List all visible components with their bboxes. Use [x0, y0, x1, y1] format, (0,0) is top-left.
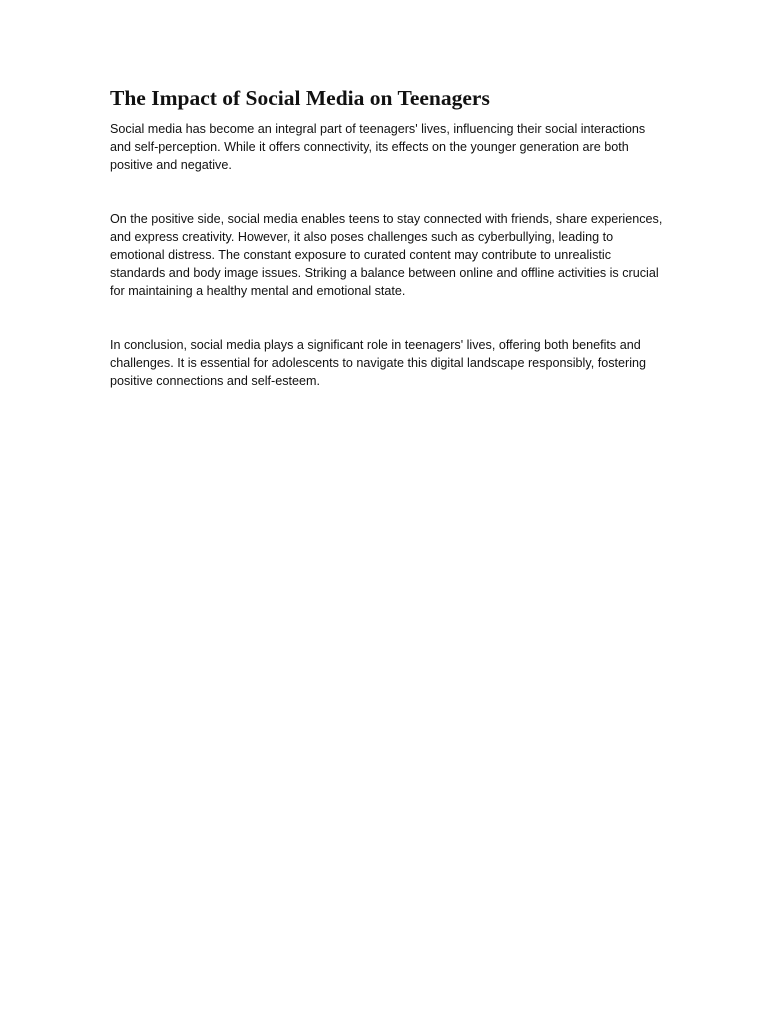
paragraph-introduction: Social media has become an integral part of teenagers' lives, influencing their social interactions and self-perception. While it offers connectivity, its effects on the younger generation are both positive and negative.: [110, 122, 646, 172]
paragraph-conclusion: In conclusion, social media plays a significant role in teenagers' lives, offering both benefits and challenges. It is essential for adolescents to navigate this digital landscape responsibly, fostering positive connections and self-esteem.: [110, 338, 647, 388]
document-body: [110, 84, 666, 390]
paragraph-body: On the positive side, social media enables teens to stay connected with friends, share experiences, and express creativity. However, it also poses challenges such as cyberbullying, leading to emotional distress. The constant exposure to curated content may contribute to unrealistic standards and body image issues. Striking a balance between online and offline activities is crucial for maintaining a healthy mental and emotional state.: [110, 212, 663, 298]
document-title: The Impact of Social Media on Teenagers: [110, 86, 490, 110]
